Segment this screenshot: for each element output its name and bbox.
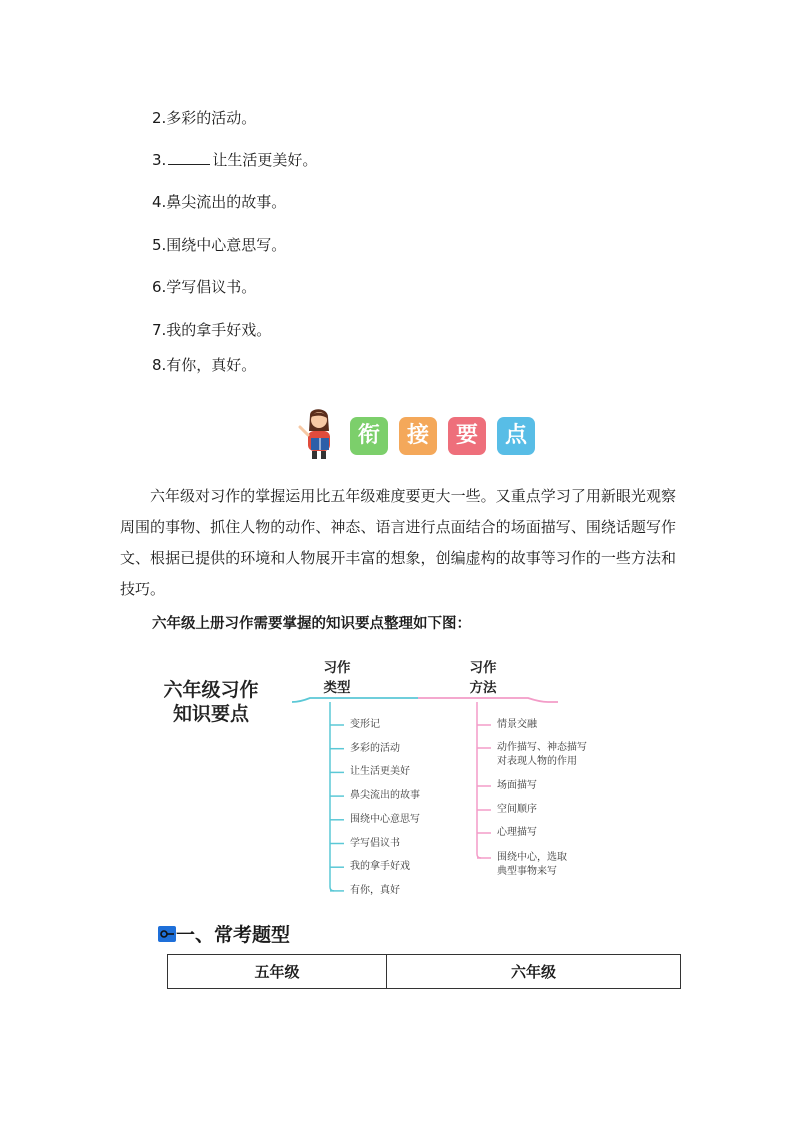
methods-branch-group <box>477 702 491 858</box>
list-item-3-text: 让生活更美好。 <box>212 151 318 169</box>
method-item <box>497 741 587 769</box>
list-item-3 <box>152 150 317 170</box>
section-banner <box>298 405 543 463</box>
table-header-grade6: 六年级 <box>387 955 681 989</box>
method-item-line: 对表现人物的作用 <box>497 756 577 767</box>
type-item: 变形记 <box>350 719 380 730</box>
methods-heading-line-1: 习作 <box>469 660 497 676</box>
method-item-line: 典型事物来写 <box>497 866 557 877</box>
question-types-table <box>167 954 681 989</box>
list-item-8: 8.有你，真好。 <box>152 356 257 374</box>
table-header-grade5: 五年级 <box>168 955 387 989</box>
table-row <box>168 955 681 989</box>
mindmap-title-line-1: 六年级习作 <box>163 679 259 701</box>
type-item: 多彩的活动 <box>350 742 400 754</box>
method-item-line: 情景交融 <box>497 719 537 730</box>
method-item-line: 心理描写 <box>497 827 537 838</box>
types-heading-line-1: 习作 <box>323 660 351 676</box>
type-item: 鼻尖流出的故事 <box>350 790 420 802</box>
teacher-reading-icon <box>298 405 342 461</box>
method-item <box>497 718 537 732</box>
method-item-line: 场面描写 <box>497 780 537 791</box>
method-item-line: 围绕中心，选取 <box>497 852 567 863</box>
methods-heading-line-2: 方法 <box>469 680 497 696</box>
type-item: 我的拿手好戏 <box>350 861 410 873</box>
type-item: 让生活更美好 <box>350 766 410 778</box>
method-item <box>497 826 537 840</box>
list-item-5: 5.围绕中心意思写。 <box>152 236 287 254</box>
banner-char-2: 接 <box>399 417 437 455</box>
list-item-4: 4.鼻尖流出的故事。 <box>152 193 287 211</box>
type-item: 学写倡议书 <box>350 837 400 849</box>
types-branch-group <box>330 702 344 891</box>
method-item <box>497 851 567 879</box>
mindmap-intro: 六年级上册习作需要掌握的知识要点整理如下图： <box>152 616 471 632</box>
list-item-7: 7.我的拿手好戏。 <box>152 321 272 339</box>
banner-char-4: 点 <box>497 417 535 455</box>
list-item-2: 2.多彩的活动。 <box>152 109 257 127</box>
mindmap-title-line-2: 知识要点 <box>172 703 249 725</box>
method-item-line: 空间顺序 <box>497 804 537 815</box>
section-title: 一、常考题型 <box>176 924 291 946</box>
fill-blank <box>168 150 210 165</box>
method-item <box>497 779 537 793</box>
intro-paragraph: 六年级对习作的掌握运用比五年级难度要更大一些。又重点学习了用新眼光观察周围的事物、抓住人物的动作、神态、语言进行点面结合的场面描写、围绕话题写作文、根据已提供的环境和人物展开丰富的想象，创编虚构的故事等习作的一些方法和技巧。 <box>120 487 676 598</box>
types-heading-line-2: 类型 <box>323 680 351 696</box>
list-item-6: 6.学写倡议书。 <box>152 278 257 296</box>
section-key-icon <box>158 926 176 942</box>
banner-char-3: 要 <box>448 417 486 455</box>
type-item: 围绕中心意思写 <box>350 813 420 825</box>
method-item <box>497 803 537 817</box>
list-item-3-number: 3. <box>152 151 167 169</box>
method-item-line: 动作描写、神态描写 <box>497 742 587 753</box>
banner-char-1: 衔 <box>350 417 388 455</box>
type-item: 有你，真好 <box>350 884 400 896</box>
